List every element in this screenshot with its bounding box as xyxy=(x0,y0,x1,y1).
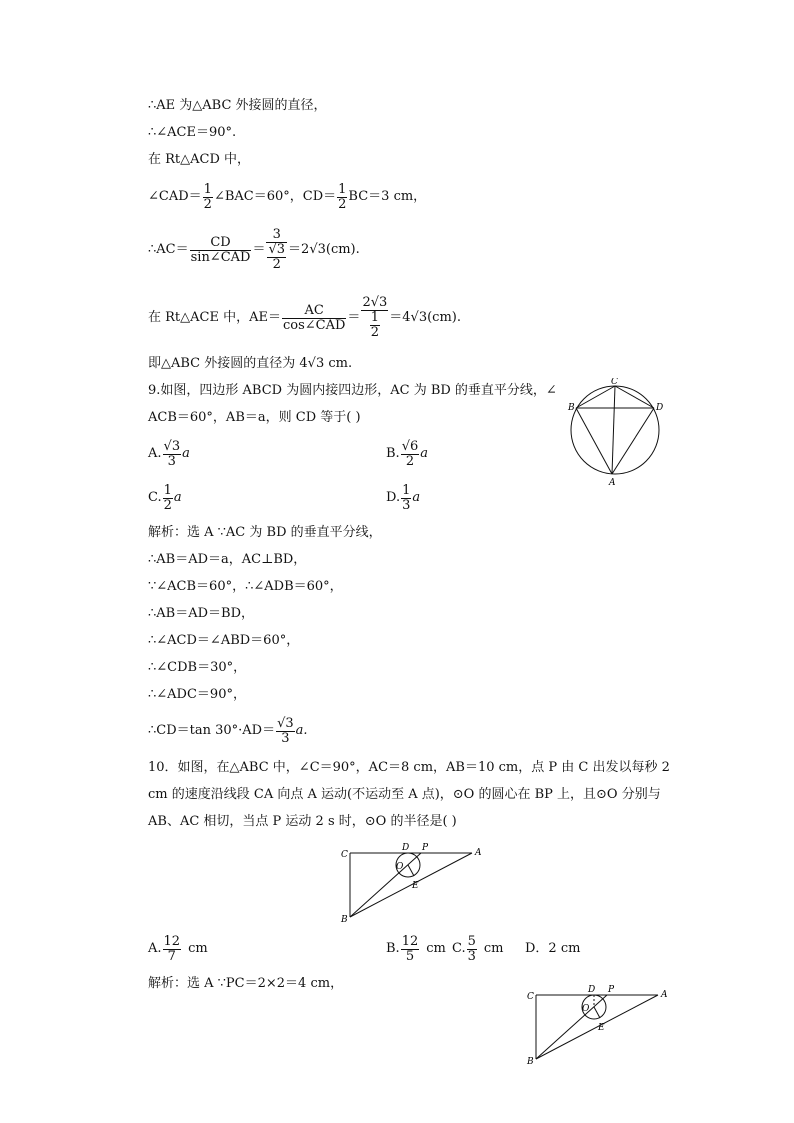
inner-fraction xyxy=(267,243,286,272)
unit: cm xyxy=(426,941,446,956)
label-b: B xyxy=(527,1057,534,1066)
segment-ba xyxy=(576,408,612,474)
q9-solution-3: ∵∠ACB＝60°，∴∠ADB＝60°， xyxy=(148,579,343,594)
q9-option-c[interactable] xyxy=(148,478,182,518)
q10-option-b[interactable] xyxy=(386,930,446,968)
unit: cm xyxy=(483,941,504,956)
sol8-line-2: ∴∠ACE＝90°. xyxy=(148,125,237,140)
den: 3 xyxy=(167,453,176,469)
q10-figure xyxy=(338,840,488,924)
fraction xyxy=(163,935,182,964)
q9-solution-4: ∴AB＝AD＝BD， xyxy=(148,606,254,621)
num: √3 xyxy=(163,438,181,454)
den: 3 xyxy=(467,948,476,964)
sol8-line-1: ∴AE 为△ABC 外接圆的直径， xyxy=(148,98,327,113)
num: CD xyxy=(190,236,252,251)
segment-cd xyxy=(615,386,654,408)
var: a xyxy=(412,490,421,505)
var: a xyxy=(173,490,182,505)
fraction xyxy=(163,440,182,469)
label-e: E xyxy=(598,1023,605,1033)
label-d: D xyxy=(402,843,410,853)
q9-stem-line-2: ACB＝60°，AB＝a，则 CD 等于( ) xyxy=(148,410,361,425)
den: 2 xyxy=(163,497,172,513)
den: 2 xyxy=(272,257,281,272)
den: sin∠CAD xyxy=(190,249,251,265)
den: 2 xyxy=(370,325,379,340)
den xyxy=(266,243,287,272)
label-o: O xyxy=(396,862,404,872)
den: 5 xyxy=(405,948,415,964)
den: 2 xyxy=(338,196,347,212)
den: 2 xyxy=(203,196,212,212)
label-b: B xyxy=(568,403,575,413)
sol8-line-6 xyxy=(148,288,461,348)
label: A. xyxy=(148,941,162,956)
num: √3 xyxy=(268,242,286,257)
label: C. xyxy=(452,941,466,956)
q10-option-a[interactable] xyxy=(148,930,208,968)
den: 3 xyxy=(281,730,290,746)
num: AC xyxy=(282,304,346,319)
var: a xyxy=(420,446,429,461)
segment-ca xyxy=(612,386,615,474)
label-c: C xyxy=(611,378,618,387)
q9-option-b[interactable] xyxy=(386,434,428,474)
den: 3 xyxy=(402,497,411,513)
num: 1 xyxy=(163,482,172,498)
q9-solution-1: 解析：选 A ∵AC 为 BD 的垂直平分线， xyxy=(148,525,382,540)
label-c: C xyxy=(527,992,534,1002)
sol8-line-3: 在 Rt△ACD 中， xyxy=(148,152,251,167)
text: ＝ xyxy=(252,242,266,257)
var: a xyxy=(182,446,190,461)
q10-stem-line-2: cm 的速度沿线段 CA 向点 A 运动(不运动至 A 点)，⊙O 的圆心在 BP 上，且⊙O 分别与 xyxy=(148,787,661,802)
label-p: P xyxy=(608,985,615,995)
fraction xyxy=(163,484,173,513)
den: cos∠CAD xyxy=(282,317,346,333)
label-o: O xyxy=(582,1004,590,1014)
text: ∴AC＝ xyxy=(148,242,189,257)
segment-cb xyxy=(576,386,615,408)
text: ＝ xyxy=(347,310,361,325)
label-d: D xyxy=(588,985,596,995)
label-a: A xyxy=(475,848,482,858)
inner-fraction xyxy=(370,311,380,340)
fraction-ac-cos xyxy=(282,304,346,333)
text: ∠CAD＝ xyxy=(148,189,202,204)
label: C. xyxy=(148,490,162,505)
q10-solution-figure xyxy=(524,982,674,1066)
fraction xyxy=(401,484,411,513)
label-a: A xyxy=(661,990,668,1000)
unit: cm xyxy=(188,941,208,956)
fraction xyxy=(467,935,477,964)
sol8-line-5 xyxy=(148,220,360,280)
den: 7 xyxy=(167,948,176,964)
sol8-line-4 xyxy=(148,180,426,214)
num: √6 xyxy=(401,438,419,454)
q10-stem-line-1: 10．如图，在△ABC 中，∠C＝90°，AC＝8 cm，AB＝10 cm，点 P 由 C 出发以每秒 2 xyxy=(148,760,670,775)
q9-figure xyxy=(560,378,680,490)
fraction xyxy=(276,717,295,746)
text: ＝2√3(cm). xyxy=(288,242,360,257)
num: 12 xyxy=(401,933,419,949)
label-e: E xyxy=(412,881,419,891)
num: 1 xyxy=(402,482,411,498)
fraction xyxy=(401,440,420,469)
num: 12 xyxy=(163,933,181,949)
segment-oe xyxy=(408,865,414,876)
num: 2√3 xyxy=(362,295,388,310)
num: 1 xyxy=(203,181,212,197)
q10-option-c[interactable] xyxy=(452,930,504,968)
fraction-2root3-over-half xyxy=(361,296,388,340)
label: A. xyxy=(148,446,162,461)
q9-solution-7: ∴∠ADC＝90°， xyxy=(148,687,246,702)
label-d: D xyxy=(656,403,664,413)
num: 1 xyxy=(338,181,347,197)
num: 3 xyxy=(266,228,287,243)
q9-option-d[interactable] xyxy=(386,478,420,518)
num: √3 xyxy=(277,715,294,731)
q9-solution-5: ∴∠ACD＝∠ABD＝60°， xyxy=(148,633,300,648)
q9-solution-6: ∴∠CDB＝30°， xyxy=(148,660,247,675)
q9-solution-2: ∴AB＝AD＝a，AC⊥BD， xyxy=(148,552,307,567)
text: 在 Rt△ACE 中，AE＝ xyxy=(148,310,281,325)
text: ∠BAC＝60°，CD＝ xyxy=(213,189,337,204)
q9-stem-line-1: 9.如图，四边形 ABCD 为圆内接四边形，AC 为 BD 的垂直平分线，∠ xyxy=(148,383,557,398)
q10-stem-line-3: AB、AC 相切，当点 P 运动 2 s 时，⊙O 的半径是( ) xyxy=(148,814,457,829)
num: 1 xyxy=(370,310,379,325)
label: D. xyxy=(386,490,401,505)
fraction-half xyxy=(337,183,347,212)
label-p: P xyxy=(422,843,429,853)
text: a. xyxy=(295,723,308,738)
segment-oe xyxy=(594,1007,600,1018)
num: 5 xyxy=(467,933,476,949)
den: 2 xyxy=(405,453,415,469)
q9-solution-8 xyxy=(148,712,308,750)
q9-option-a[interactable] xyxy=(148,434,190,474)
segment-da xyxy=(612,408,654,474)
label-a: A xyxy=(609,478,616,488)
text: ＝4√3(cm). xyxy=(389,310,461,325)
den xyxy=(361,311,388,340)
text: ∴CD＝tan 30°·AD＝ xyxy=(148,723,276,738)
q10-option-d[interactable]: D．2 cm xyxy=(525,941,581,956)
label: B. xyxy=(386,446,400,461)
sol8-line-7: 即△ABC 外接圆的直径为 4√3 cm. xyxy=(148,356,353,371)
label-c: C xyxy=(341,850,348,860)
label: B. xyxy=(386,941,400,956)
fraction-half xyxy=(203,183,213,212)
fraction xyxy=(401,935,420,964)
fraction-3-over-root3-2 xyxy=(266,228,287,272)
text: BC＝3 cm， xyxy=(348,189,427,204)
label-b: B xyxy=(341,915,348,924)
q10-solution-1: 解析：选 A ∵PC＝2×2＝4 cm， xyxy=(148,976,344,991)
fraction-cd-sin xyxy=(190,236,252,265)
